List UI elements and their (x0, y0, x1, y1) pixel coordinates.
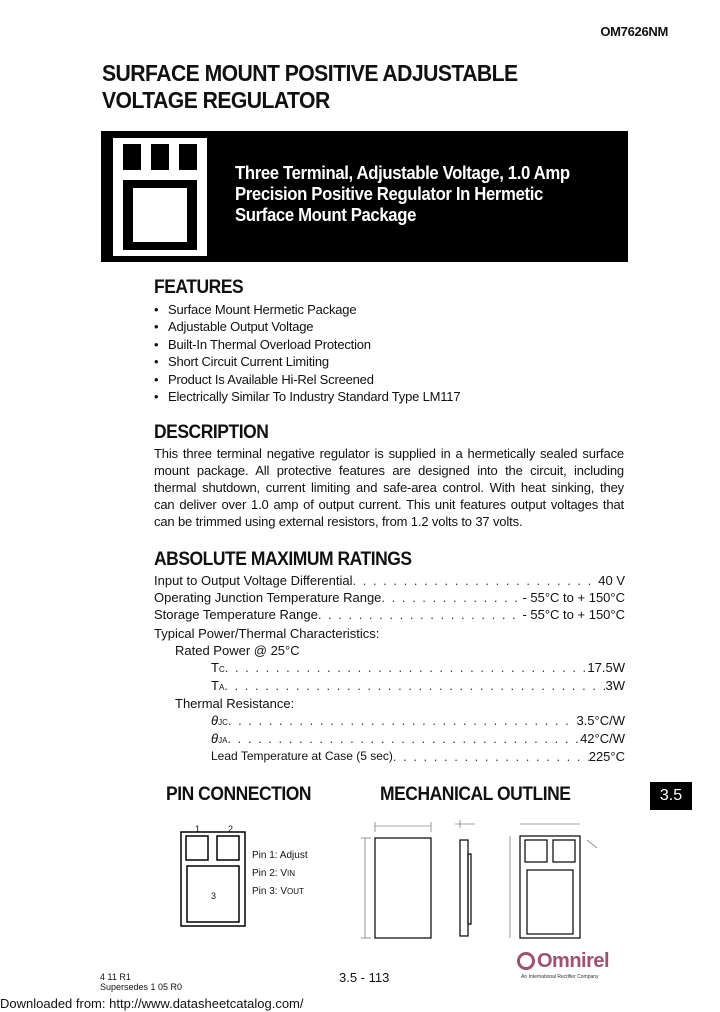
download-link[interactable]: Downloaded from: http://www.datasheetcatalog.com/ (0, 996, 304, 1011)
pin-connection-heading: PIN CONNECTION (166, 784, 312, 805)
banner-line-2: Precision Positive Regulator In Hermetic (235, 184, 543, 204)
list-item: • Product Is Available Hi-Rel Screened (154, 371, 374, 387)
page-number: 3.5 - 113 (339, 970, 390, 985)
logo-mark-icon (517, 952, 535, 970)
rating-junction-temp: Operating Junction Temperature Range . . . - 55°C to + 150°C (154, 589, 625, 606)
banner-line-1: Three Terminal, Adjustable Voltage, 1.0 Amp (235, 163, 570, 183)
pin2-desc: Pin 2: VIN (252, 868, 296, 879)
rating-storage-temp: Storage Temperature Range . . . - 55°C to + 150°C (154, 606, 625, 623)
list-item: • Surface Mount Hermetic Package (154, 302, 357, 317)
page-title (102, 60, 518, 114)
rating-ta: TA . . . 3W (211, 677, 625, 696)
section-tab: 3.5 (650, 782, 692, 810)
pin3-marker: 3 (211, 891, 217, 901)
description-heading: DESCRIPTION (154, 422, 269, 443)
mechanical-drawing (355, 818, 615, 948)
features-list (154, 301, 460, 405)
pin2-marker: 2 (228, 824, 234, 834)
pin1-marker: 1 (195, 824, 201, 834)
pin-diagram (180, 822, 246, 928)
list-item: • Adjustable Output Voltage (154, 319, 314, 335)
list-item: • Electrically Similar To Industry Standard Type LM117 (154, 389, 461, 405)
list-item: • Short Circuit Current Limiting (154, 354, 329, 370)
brand-name: Omnirel (537, 950, 610, 972)
features-heading: FEATURES (154, 277, 244, 298)
pin3-desc: Pin 3: VOUT (252, 886, 304, 897)
description-text: This three terminal negative regulator is supplied in a hermetically sealed surface mount package. All protective features are designed into the circuit, including thermal shutdown, current limiting and safe-area control. With heat sinking, they can deliver over 1.0 amp of output current. This unit features output voltages that can be trimmed using external resistors, from 1.2 volts to 37 volts. (154, 446, 624, 529)
list-item: • Built-In Thermal Overload Protection (154, 336, 371, 352)
brand-tagline: An International Rectifier Company (521, 974, 599, 980)
thermal-label: Thermal Resistance: (175, 696, 295, 711)
supersedes: Supersedes 1 05 R0 (100, 982, 183, 992)
rating-tc: TC . . . 17.5W (211, 659, 625, 678)
title-line-1: SURFACE MOUNT POSITIVE ADJUSTABLE (102, 60, 518, 86)
rating-theta-jc: θJC . . . 3.5°C/W (211, 712, 625, 731)
pin1-desc: Pin 1: Adjust (252, 850, 308, 861)
typical-label: Typical Power/Thermal Characteristics: (154, 626, 380, 641)
rating-lead-temp: Lead Temperature at Case (5 sec) . . . 225°C (211, 748, 625, 765)
ratings-heading: ABSOLUTE MAXIMUM RATINGS (154, 549, 412, 570)
rating-theta-ja: θJA . . . 42°C/W (211, 730, 625, 749)
revision: 4 11 R1 (100, 972, 131, 982)
rated-power-label: Rated Power @ 25°C (175, 643, 300, 658)
part-number: OM7626NM (600, 24, 668, 39)
banner-text (235, 163, 570, 226)
banner-line-3: Surface Mount Package (235, 205, 417, 225)
mechanical-outline-heading: MECHANICAL OUTLINE (380, 784, 571, 805)
omnirel-logo (517, 950, 627, 986)
title-line-2: VOLTAGE REGULATOR (102, 87, 330, 113)
package-icon (113, 138, 207, 256)
rating-input-output: Input to Output Voltage Differential . . . 40 V (154, 572, 625, 589)
